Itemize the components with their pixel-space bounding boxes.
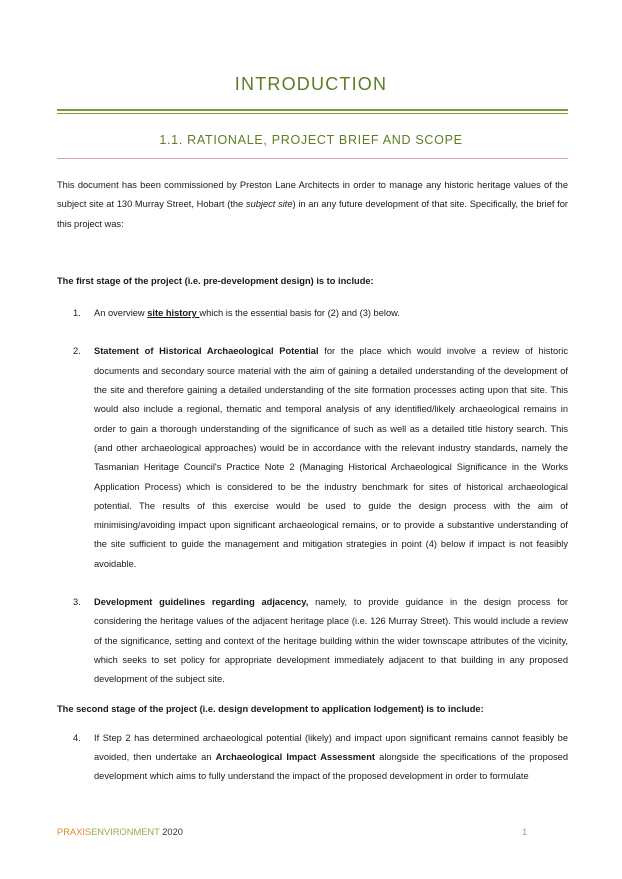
spacer — [57, 253, 568, 272]
list-number: 4. — [73, 732, 81, 743]
item-text: alongside the specifications of the proposed development which aims to fully understand the impact of the proposed development in order to formulate — [94, 752, 568, 782]
spacer — [57, 690, 568, 700]
spacer — [57, 323, 568, 342]
item-underlined: site history — [147, 308, 200, 319]
item-bold: Archaeological Impact Assessment — [215, 752, 375, 763]
list-number: 3. — [73, 597, 81, 608]
item-text: namely, to provide guidance in the design process for considering the heritage values of the adjacent heritage place (i.e. 126 Murray Street). This would include a review of the significance, setting and context of the heritage building within the wider townscape attributes of the vicinity, which seeks to set policy for appropriate development immediately adjacent to that building in any proposed development of the subject site. — [94, 597, 568, 685]
item-text: An overview — [94, 308, 148, 319]
list-item — [57, 729, 568, 787]
spacer — [57, 719, 568, 729]
item-text: for the place which would involve a review of historic documents and secondary source material with the aim of gaining a detailed understanding of the development of the site and therefore gaining a detailed understanding of the site formation processes acting upon that site. This would also include a regional, thematic and temporal analysis of any identified/likely archaeological remains in order to gain a thorough understanding of the significance of such as well as a detailed title history search. This (and other archaeological approaches) would be in accordance with the relevant industry standards, namely the Tasmanian Heritage Council's Practice Note 2 (Managing Historical Archaeological Significance in the Works Application Process) which is considered to be the industry benchmark for sites of historical archaeological potential. The results of this exercise would be used to guide the design process with the aim of minimising/avoiding impact upon significant archaeological remains, or to provide a substantive understanding of the site sufficient to guide the management and mitigation strategies in point (4) below if impact is not feasibly avoidable. — [94, 346, 568, 569]
intro-paragraph — [57, 176, 568, 234]
section-divider — [57, 158, 568, 159]
footer-brand — [57, 827, 183, 837]
scope-list — [57, 304, 568, 689]
intro-italic: subject site — [245, 199, 293, 210]
stage2-list — [57, 729, 568, 787]
list-item — [57, 342, 568, 574]
item-text: which is the essential basis for (2) and (3) below. — [199, 308, 400, 319]
page-heading: INTRODUCTION — [234, 74, 388, 94]
stage2-heading: The second stage of the project (i.e. design development to application lodgement) is to include: — [57, 703, 484, 714]
brand-praxis: PRAXIS — [57, 827, 92, 837]
list-item — [57, 304, 568, 323]
item-bold: Development guidelines regarding adjacency, — [94, 597, 309, 608]
list-item — [57, 593, 568, 689]
section-heading: 1.1. RATIONALE, PROJECT BRIEF AND SCOPE — [159, 133, 463, 147]
heading-divider — [57, 109, 568, 114]
list-number: 2. — [73, 346, 81, 357]
spacer — [57, 291, 568, 304]
item-bold: Statement of Historical Archaeological Potential — [94, 346, 319, 357]
page-number: 1 — [522, 827, 528, 837]
intro-text-1: This document has been commissioned by Preston Lane Architects in order to manage any historic heritage values of the subject site at 130 Murray Street, Hobart (the — [57, 180, 568, 210]
spacer — [57, 574, 568, 593]
item-text: If Step 2 has determined archaeological potential (likely) and impact upon significant remains cannot feasibly be avoided, then undertake an — [94, 732, 568, 763]
list-number: 1. — [73, 308, 81, 319]
stage1-heading: The first stage of the project (i.e. pre-development design) is to include: — [57, 275, 374, 286]
document-body — [57, 176, 568, 787]
intro-text-2: ) in an any future development of that site. Specifically, the brief for this project was: — [57, 199, 569, 229]
footer-year: 2020 — [159, 827, 183, 837]
brand-environment: ENVIRONMENT — [91, 827, 160, 837]
